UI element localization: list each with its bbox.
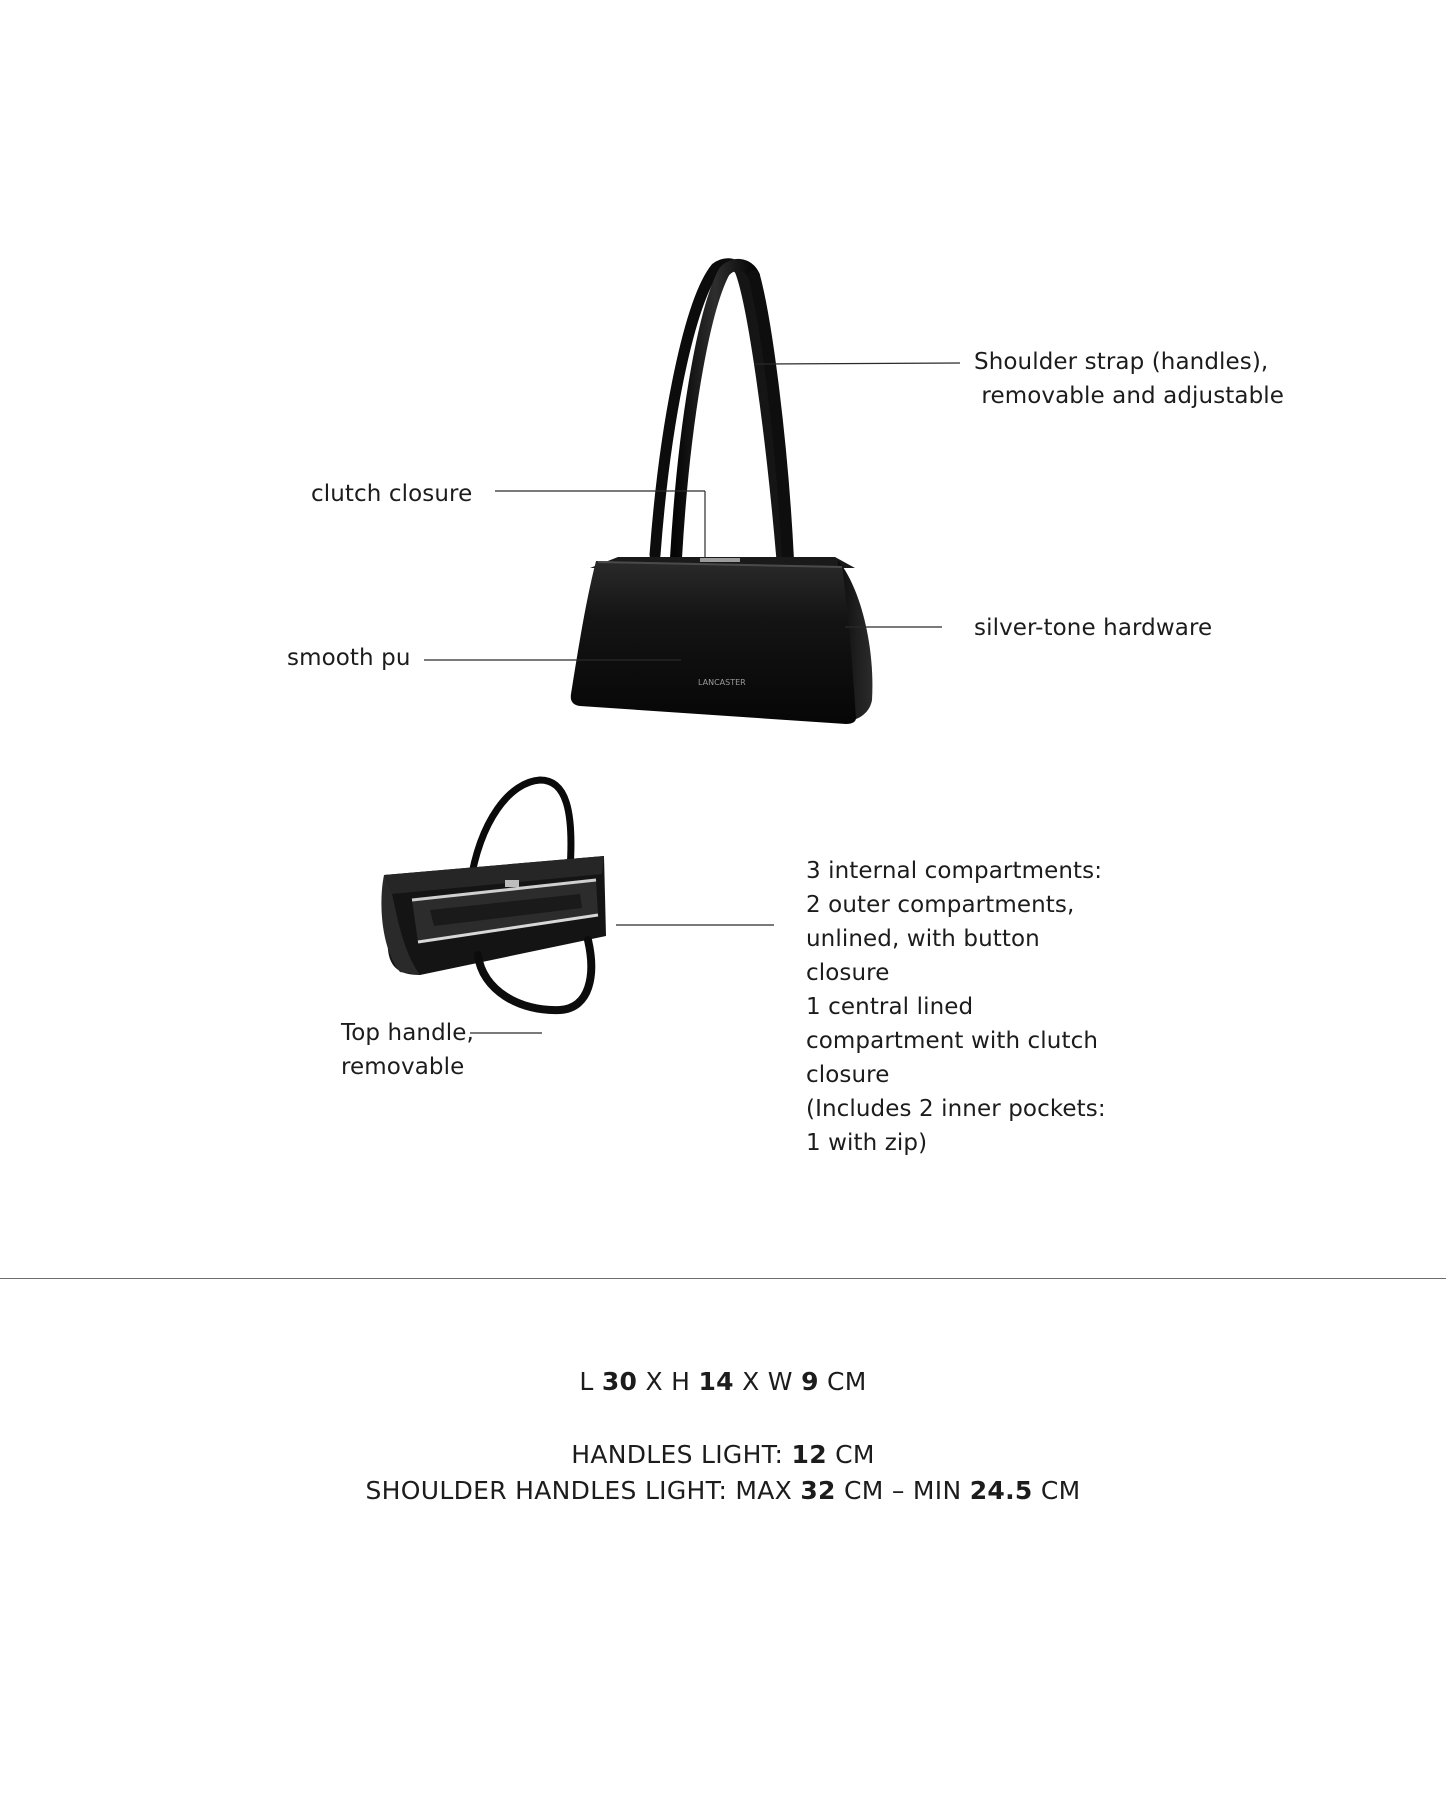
shoulder-strap-line-2: removable and adjustable <box>974 383 1285 409</box>
compartments-line: closure <box>806 1062 890 1088</box>
shoulder-label: SHOULDER HANDLES LIGHT: MAX <box>365 1476 801 1505</box>
shoulder-unit: CM <box>1032 1476 1081 1505</box>
dimensions-line <box>0 1364 1446 1400</box>
compartments-line: 3 internal compartments: <box>806 858 1103 884</box>
silver-hardware-label: silver-tone hardware <box>974 615 1213 641</box>
compartments-line: compartment with clutch <box>806 1028 1099 1054</box>
top-handle-line-2: removable <box>341 1054 465 1080</box>
dim-length-value: 30 <box>601 1367 638 1396</box>
dim-unit: CM <box>818 1367 867 1396</box>
dim-l-prefix: L <box>579 1367 602 1396</box>
shoulder-strap-line-1: Shoulder strap (handles), <box>974 349 1269 375</box>
compartments-line: 1 central lined <box>806 994 974 1020</box>
shoulder-bag-image <box>571 264 873 724</box>
handles-label: HANDLES LIGHT: <box>571 1440 792 1469</box>
shoulder-handles-length-line <box>0 1473 1446 1509</box>
section-divider <box>0 1278 1446 1279</box>
compartments-label <box>806 854 1106 1160</box>
compartments-line: (Includes 2 inner pockets: <box>806 1096 1106 1122</box>
handles-value: 12 <box>791 1440 827 1469</box>
dim-w-prefix: X W <box>733 1367 802 1396</box>
shoulder-min-value: 24.5 <box>969 1476 1033 1505</box>
shoulder-mid: CM – MIN <box>835 1476 970 1505</box>
compartments-line: unlined, with button <box>806 926 1040 952</box>
open-bag-image <box>381 780 606 1010</box>
top-handle-line-1: Top handle, <box>341 1020 474 1046</box>
dim-h-prefix: X H <box>637 1367 699 1396</box>
dim-height-value: 14 <box>698 1367 734 1396</box>
shoulder-strap-label <box>974 345 1284 413</box>
bag-logo: LANCASTER <box>698 678 746 687</box>
handles-length-line <box>0 1437 1446 1473</box>
handles-unit: CM <box>826 1440 875 1469</box>
compartments-line: closure <box>806 960 890 986</box>
dim-width-value: 9 <box>801 1367 819 1396</box>
compartments-line: 1 with zip) <box>806 1130 928 1156</box>
clutch-closure-label: clutch closure <box>311 481 473 507</box>
top-handle-label <box>341 1016 474 1084</box>
compartments-line: 2 outer compartments, <box>806 892 1075 918</box>
smooth-pu-label: smooth pu <box>287 645 411 671</box>
shoulder-max-value: 32 <box>800 1476 836 1505</box>
